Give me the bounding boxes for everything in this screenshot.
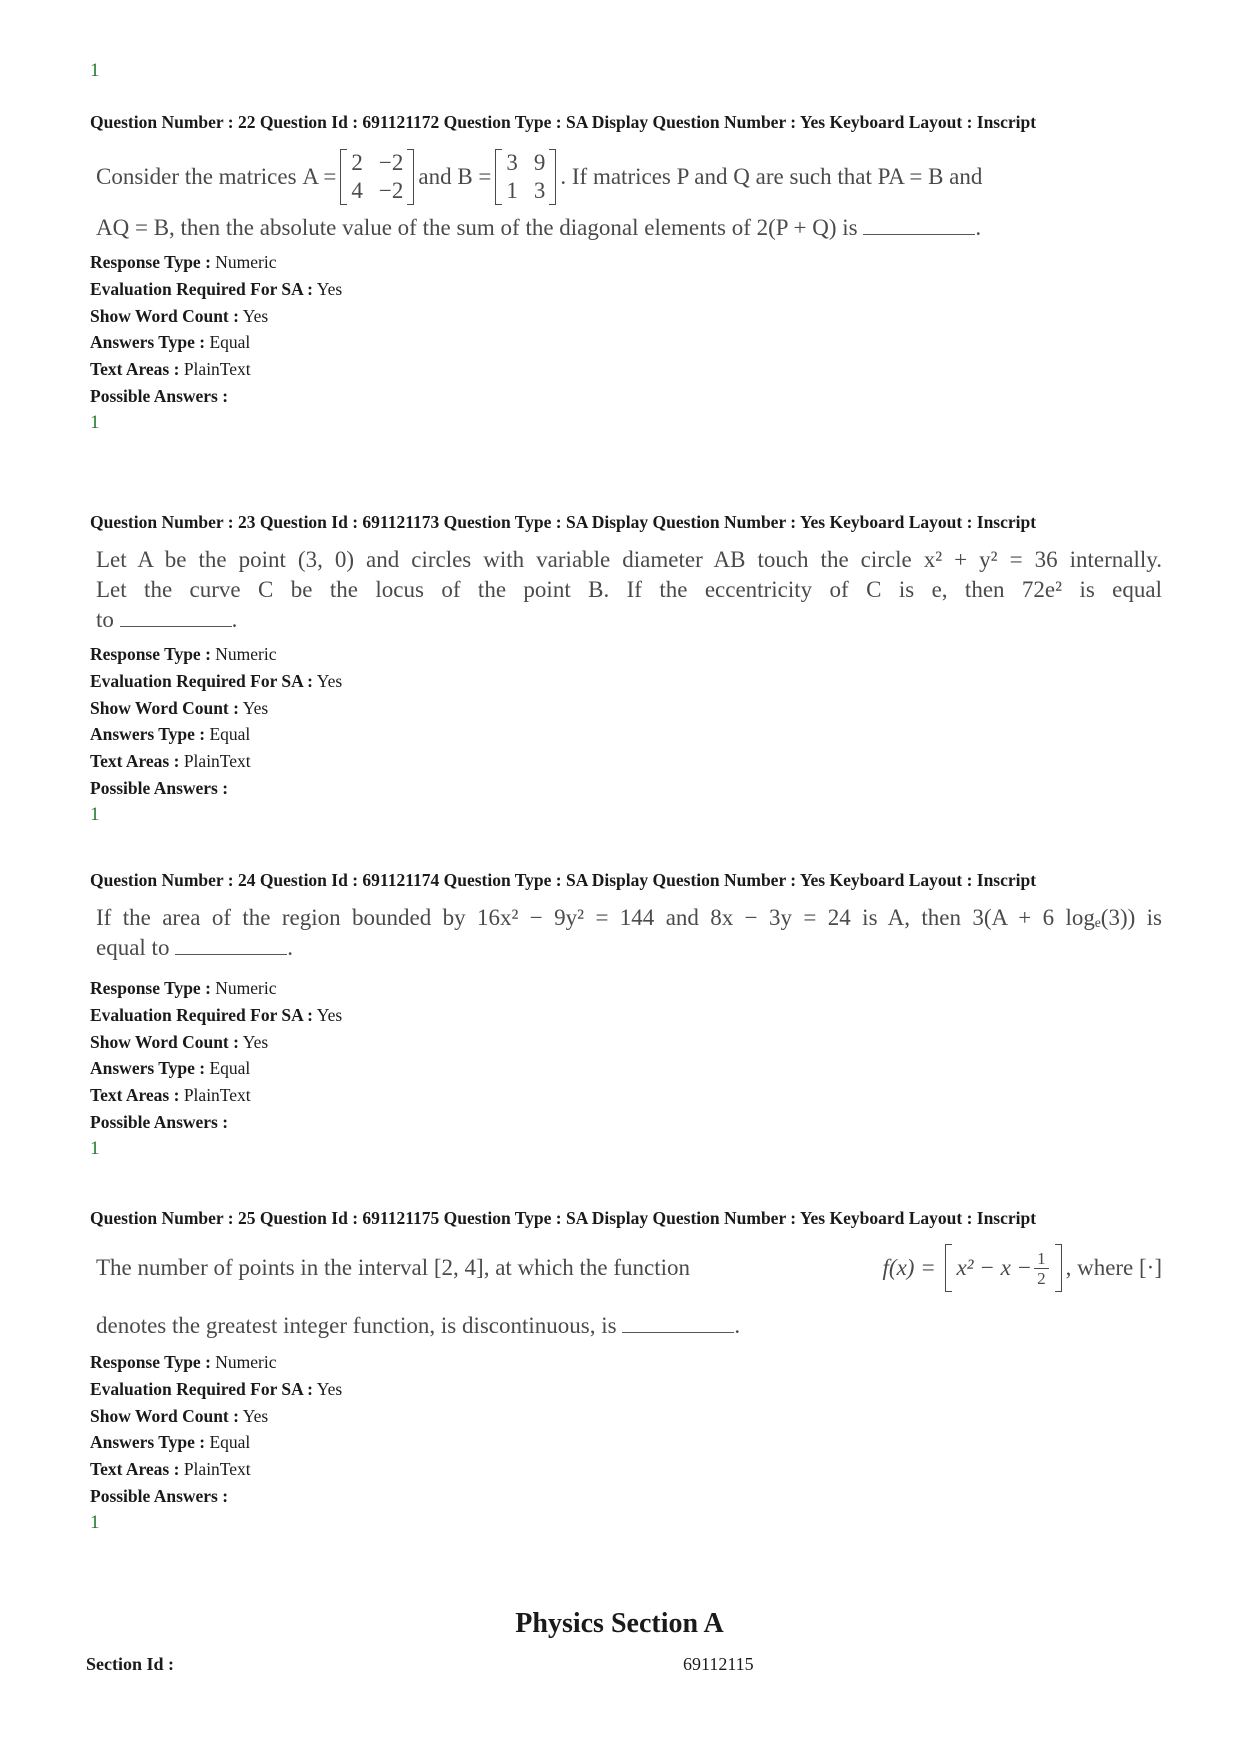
meta-value: PlainText	[183, 359, 251, 380]
greatest-integer-bracket	[945, 1244, 1061, 1292]
answer-blank	[622, 1314, 734, 1333]
meta-value: Yes	[316, 278, 343, 299]
meta-value: Numeric	[215, 978, 277, 998]
q25-prefix: The number of points in the interval [2, 4], at which the function	[96, 1255, 691, 1280]
matrix-b-label: B =	[457, 164, 492, 189]
one-half-fraction	[1034, 1249, 1049, 1288]
meta-value: PlainText	[183, 751, 251, 772]
meta-label: Possible Answers :	[90, 1111, 229, 1132]
period: .	[231, 607, 238, 632]
q24-line1: If the area of the region bounded by 16x² − 9y² = 144 and 8x − 3y = 24 is A, then 3(A + 6 logₑ(3)) is	[96, 905, 1162, 930]
meta-value: PlainText	[183, 1459, 251, 1480]
meta-label: Text Areas :	[90, 751, 180, 772]
meta-value: Yes	[242, 1031, 269, 1052]
question-text	[96, 903, 1170, 963]
matrix-a	[340, 149, 414, 205]
meta-value: Yes	[242, 697, 269, 718]
meta-label: Show Word Count :	[90, 697, 239, 718]
fraction-numerator: 1	[1034, 1249, 1049, 1269]
question-header: Question Number : 24 Question Id : 691121174 Question Type : SA Display Question Number : Yes Keyboard Layout : Inscript	[90, 870, 1037, 890]
meta-value: Yes	[316, 670, 343, 691]
section-title: Physics Section A	[515, 1608, 724, 1639]
meta-value: Numeric	[215, 1352, 277, 1372]
matrix-cell: 1	[506, 178, 518, 203]
question-header: Question Number : 25 Question Id : 691121175 Question Type : SA Display Question Number : Yes Keyboard Layout : Inscript	[90, 1208, 1037, 1228]
matrix-a-label: A =	[302, 164, 337, 189]
q23-line1: Let A be the point (3, 0) and circles with variable diameter AB touch the circle x² + y² = 36 internally.	[96, 547, 1162, 572]
q23-line2: Let the curve C be the locus of the point B. If the eccentricity of C is e, then 72e² is equal	[96, 577, 1162, 602]
meta-label: Text Areas :	[90, 1085, 180, 1106]
question-header: Question Number : 22 Question Id : 691121172 Question Type : SA Display Question Number : Yes Keyboard Layout : Inscript	[90, 112, 1037, 132]
function-expression: x² − x −	[956, 1255, 1033, 1280]
meta-label: Answers Type :	[90, 724, 206, 745]
question-25	[90, 1208, 1170, 1537]
possible-answer: 1	[90, 803, 100, 825]
meta-label: Possible Answers :	[90, 777, 229, 798]
q22-line1-suffix: . If matrices P and Q are such that PA = B and	[560, 164, 983, 189]
matrix-cell: 3	[506, 150, 518, 175]
matrix-b	[495, 149, 556, 205]
meta-label: Response Type :	[90, 644, 211, 664]
meta-value: Equal	[209, 1432, 251, 1453]
question-text	[96, 1243, 1170, 1341]
period: .	[287, 935, 293, 960]
meta-label: Text Areas :	[90, 1459, 180, 1480]
question-text	[96, 545, 1170, 635]
q22-prefix: Consider the matrices	[96, 164, 297, 189]
meta-label: Text Areas :	[90, 359, 180, 380]
meta-label: Possible Answers :	[90, 385, 229, 406]
question-meta	[90, 975, 1170, 1163]
previous-answer: 1	[90, 60, 100, 81]
meta-value: Equal	[209, 724, 251, 745]
q22-and: and	[418, 164, 452, 189]
q23-line3: to	[96, 607, 114, 632]
matrix-cell: 3	[533, 178, 546, 203]
question-meta	[90, 249, 1170, 437]
meta-label: Evaluation Required For SA :	[90, 1004, 313, 1025]
matrix-cell: 2	[351, 150, 363, 175]
meta-value: Yes	[242, 305, 269, 326]
meta-label: Show Word Count :	[90, 1031, 239, 1052]
meta-value: PlainText	[183, 1085, 251, 1106]
meta-label: Response Type :	[90, 252, 211, 272]
q25-line2: denotes the greatest integer function, is discontinuous, is	[96, 1313, 617, 1338]
answer-blank	[120, 608, 232, 627]
meta-label: Evaluation Required For SA :	[90, 1378, 313, 1399]
question-24	[90, 870, 1170, 1163]
answer-blank	[175, 936, 287, 955]
question-header: Question Number : 23 Question Id : 691121173 Question Type : SA Display Question Number : Yes Keyboard Layout : Inscript	[90, 512, 1037, 532]
question-text	[96, 147, 1170, 243]
meta-value: Yes	[316, 1378, 343, 1399]
fraction-denominator: 2	[1037, 1268, 1046, 1288]
matrix-cell: −2	[378, 178, 404, 203]
meta-label: Response Type :	[90, 1352, 211, 1372]
meta-value: Numeric	[215, 252, 277, 272]
meta-label: Response Type :	[90, 978, 211, 998]
q22-line2: AQ = B, then the absolute value of the sum of the diagonal elements of 2(P + Q) is	[96, 215, 858, 240]
matrix-cell: 9	[533, 150, 546, 175]
possible-answer: 1	[90, 1511, 100, 1533]
q25-suffix: , where [·]	[1065, 1255, 1162, 1280]
q24-line2: equal to	[96, 935, 170, 960]
answer-blank	[863, 216, 975, 235]
meta-value: Numeric	[215, 644, 277, 664]
section-id-value: 69112115	[683, 1654, 754, 1674]
function-label: f(x) =	[882, 1255, 936, 1280]
meta-value: Equal	[209, 1058, 251, 1079]
meta-label: Show Word Count :	[90, 305, 239, 326]
meta-value: Yes	[316, 1004, 343, 1025]
meta-label: Evaluation Required For SA :	[90, 670, 313, 691]
period: .	[975, 215, 982, 240]
meta-label: Show Word Count :	[90, 1405, 239, 1426]
possible-answer: 1	[90, 411, 100, 433]
possible-answer: 1	[90, 1137, 100, 1159]
question-meta	[90, 1349, 1170, 1537]
matrix-cell: −2	[378, 150, 404, 175]
meta-value: Equal	[209, 332, 251, 353]
question-22	[90, 112, 1170, 437]
meta-label: Answers Type :	[90, 1058, 206, 1079]
period: .	[734, 1313, 741, 1338]
section-id-label: Section Id :	[86, 1654, 175, 1674]
meta-label: Evaluation Required For SA :	[90, 278, 313, 299]
matrix-cell: 4	[351, 178, 363, 203]
question-23	[90, 512, 1170, 829]
meta-label: Answers Type :	[90, 332, 206, 353]
meta-label: Answers Type :	[90, 1432, 206, 1453]
question-meta	[90, 641, 1170, 829]
meta-value: Yes	[242, 1405, 269, 1426]
meta-label: Possible Answers :	[90, 1485, 229, 1506]
